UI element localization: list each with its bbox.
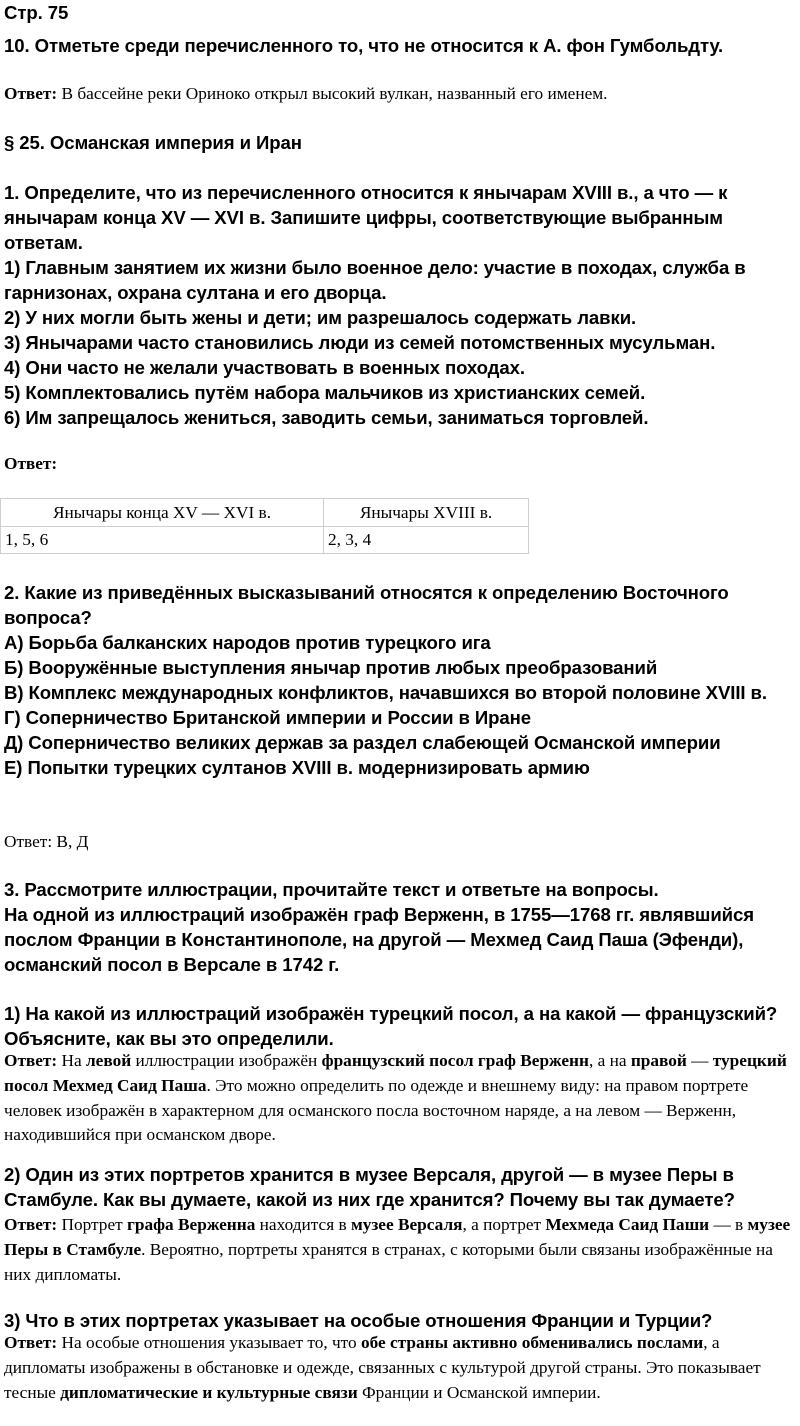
answer-bold: турецкий посол Мехмед Саид Паша xyxy=(4,1051,787,1095)
janissary-table xyxy=(0,498,529,554)
answer-label: Ответ: xyxy=(4,1051,58,1070)
answer-bold: Мехмеда Саид Паши xyxy=(545,1215,710,1234)
q2-item-e: Е) Попытки турецких султанов XVIII в. модернизировать армию xyxy=(4,757,590,778)
table-header-cell: Янычары конца XV — XVI в. xyxy=(1,499,324,527)
q2-answer: Ответ: В, Д xyxy=(4,832,89,851)
q10-question: 10. Отметьте среди перечисленного то, что не относится к А. фон Гумбольдту. xyxy=(4,35,724,56)
q2-item-a: А) Борьба балканских народов против турецкого ига xyxy=(4,632,491,653)
q1-block xyxy=(4,180,800,430)
q1-item-1: 1) Главным занятием их жизни было военное дело: участие в походах, служба в гарнизонах, охрана султана и его дворца. xyxy=(4,257,746,303)
q2-item-g: Г) Соперничество Британской империи и России в Иране xyxy=(4,707,532,728)
q2-item-d: Д) Соперничество великих держав за раздел слабеющей Османской империи xyxy=(4,732,721,753)
table-header-cell: Янычары XVIII в. xyxy=(324,499,529,527)
q3-sub1-question: 1) На какой из иллюстраций изображён турецкий посол, а на какой — французский? Объясните, как вы это определили. xyxy=(4,1003,778,1049)
q3-sub3-answer xyxy=(4,1331,800,1405)
answer-text: , а дипломаты изображены в обстановке и одежде, связанных с культурой другой страны. Это показывает тесные xyxy=(4,1333,761,1402)
q1-answer-label xyxy=(4,452,800,477)
answer-bold: правой xyxy=(630,1051,687,1070)
q1-item-3: 3) Янычарами часто становились люди из семей потомственных мусульман. xyxy=(4,332,716,353)
answer-label: Ответ: xyxy=(4,84,58,103)
q1-item-2: 2) У них могли быть жены и дети; им разрешалось содержать лавки. xyxy=(4,307,637,328)
answer-text: На особые отношения указывает то, что xyxy=(57,1333,361,1352)
q1-item-6: 6) Им запрещалось жениться, заводить семьи, заниматься торговлей. xyxy=(4,407,649,428)
answer-text: Франции и Османской империи. xyxy=(357,1382,601,1402)
answer-text: , а портрет xyxy=(462,1215,546,1234)
q2-block xyxy=(4,580,800,780)
table-row xyxy=(1,527,529,554)
answer-bold: левой xyxy=(85,1051,132,1070)
q2-question: 2. Какие из приведённых высказываний относятся к определению Восточного вопроса? xyxy=(4,582,729,628)
answer-bold: музее Перы в Стамбуле xyxy=(4,1215,791,1259)
answer-text: находится в xyxy=(255,1215,351,1234)
answer-text: На xyxy=(57,1051,86,1070)
table-cell: 1, 5, 6 xyxy=(1,527,324,554)
answer-bold: обе страны активно обменивались послами xyxy=(360,1333,704,1352)
answer-bold: музее Версаля xyxy=(350,1215,463,1234)
answer-text: — xyxy=(686,1051,713,1070)
q10-answer xyxy=(4,82,800,107)
q1-question: 1. Определите, что из перечисленного относится к янычарам XVIII в., а что — к янычарам конца XV — XVI в. Запишите цифры, соответствующие выбранным ответам. xyxy=(4,182,728,253)
q1-item-4: 4) Они часто не желали участвовать в военных походах. xyxy=(4,357,525,378)
q3-sub1-answer xyxy=(4,1049,800,1148)
answer-text: . Вероятно, портреты хранятся в странах, с которыми были связаны изображённые на них дипломаты. xyxy=(4,1239,773,1284)
q2-item-v: В) Комплекс международных конфликтов, начавшихся во второй половине XVIII в. xyxy=(4,682,767,703)
answer-label: Ответ: xyxy=(4,1333,58,1352)
page-label: Стр. 75 xyxy=(4,2,69,23)
answer-text: иллюстрации изображён xyxy=(131,1051,322,1070)
q2-item-b: Б) Вооружённые выступления янычар против любых преобразований xyxy=(4,657,658,678)
answer-label: Ответ: xyxy=(4,454,58,473)
answer-bold: французский посол граф Верженн xyxy=(321,1051,589,1070)
table-cell: 2, 3, 4 xyxy=(324,527,529,554)
answer-text: В бассейне реки Ориноко открыл высокий вулкан, названный его именем. xyxy=(57,84,608,103)
q3-intro-text: На одной из иллюстраций изображён граф Верженн, в 1755—1768 гг. являвшийся послом Франции в Константинополе, на другой — Мехмед Саид Паша (Эфенди), османский посол в Версале в 1742 г. xyxy=(4,904,754,975)
answer-text: — в xyxy=(709,1215,748,1234)
q3-sub2-question: 2) Один из этих портретов хранится в музее Версаля, другой — в музее Перы в Стамбуле. Как вы думаете, какой из них где хранится? Почему вы так думаете? xyxy=(4,1164,735,1210)
q3-intro xyxy=(4,877,800,977)
answer-text: . Это можно определить по одежде и внешнему виду: на правом портрете человек изображён в характерном для османского посла восточном наряде, а на левом — Верженн, находившийся при османском дворе. xyxy=(4,1075,749,1145)
answer-bold: графа Верженна xyxy=(127,1215,256,1234)
q1-item-5: 5) Комплектовались путём набора мальчиков из христианских семей. xyxy=(4,382,646,403)
q3-intro-line: 3. Рассмотрите иллюстрации, прочитайте текст и ответьте на вопросы. xyxy=(4,879,659,900)
q3-sub2-answer xyxy=(4,1213,800,1287)
answer-text: , а на xyxy=(588,1051,631,1070)
answer-bold: дипломатические и культурные связи xyxy=(60,1382,358,1402)
q3-sub3-question: 3) Что в этих портретах указывает на особые отношения Франции и Турции? xyxy=(4,1310,713,1331)
section-title: § 25. Османская империя и Иран xyxy=(4,132,302,153)
answer-label: Ответ: xyxy=(4,1215,58,1234)
answer-text: Портрет xyxy=(57,1215,127,1234)
table-header-row xyxy=(1,499,529,527)
